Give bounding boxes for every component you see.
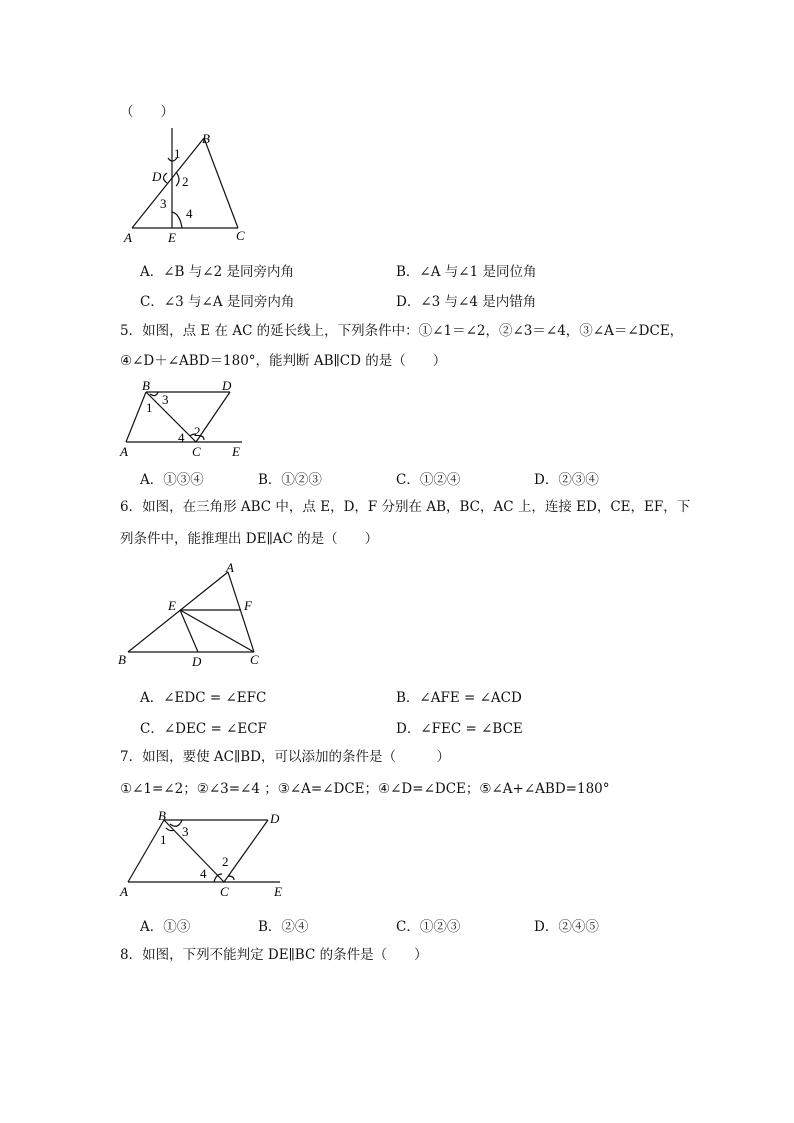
q4-option-d: D．∠3 与∠4 是内错角 (396, 294, 537, 310)
q7-angle-4: 4 (200, 866, 207, 881)
q8-stem-line1: 8．如图，下列不能判定 DE∥BC 的条件是（ ） (120, 947, 428, 963)
q6-option-b: B．∠AFE = ∠ACD (396, 690, 522, 706)
q7-stem-line1: 7．如图，要使 AC∥BD，可以添加的条件是（ ） (120, 749, 450, 765)
q6-label-A: A (226, 560, 234, 575)
q4-angle-2: 2 (182, 174, 189, 189)
q7-option-b: B．②④ (258, 919, 309, 935)
q7-angle-2: 2 (222, 854, 229, 869)
q5-option-b: B．①②③ (258, 472, 322, 488)
q4-option-a: A．∠B 与∠2 是同旁内角 (140, 264, 294, 280)
q5-option-d: D．②③④ (534, 472, 599, 488)
q5-figure (120, 378, 250, 458)
q5-option-a: A．①③④ (140, 472, 204, 488)
q7-label-D: D (270, 811, 280, 826)
q5-angle-2: 2 (194, 424, 201, 439)
q5-stem-line2: ④∠D＋∠ABD＝180°，能判断 AB∥CD 的是（ ） (120, 353, 447, 369)
q4-label-A: A (124, 230, 132, 245)
q5-angle-3: 3 (162, 392, 169, 407)
q4-answer-bracket: （ ） (120, 104, 174, 120)
q6-option-d: D．∠FEC = ∠BCE (396, 721, 523, 737)
q5-label-E: E (232, 444, 240, 459)
q6-label-D: D (192, 654, 202, 669)
q4-option-b: B．∠A 与∠1 是同位角 (396, 264, 537, 280)
q5-stem-line1: 5．如图，点 E 在 AC 的延长线上，下列条件中：①∠1＝∠2，②∠3＝∠4，③∠A＝∠DCE， (120, 323, 684, 339)
q6-label-C: C (250, 652, 259, 667)
q7-angle-3: 3 (182, 824, 189, 839)
q4-label-B: B (202, 131, 210, 146)
q6-label-B: B (118, 652, 126, 667)
q4-figure (124, 128, 254, 246)
q7-figure (118, 808, 288, 898)
q7-label-B: B (158, 808, 166, 823)
q6-label-F: F (244, 598, 252, 613)
q7-stem-line2: ①∠1=∠2；②∠3=∠4 ；③∠A=∠DCE；④∠D=∠DCE；⑤∠A+∠ABD=180° (120, 781, 610, 797)
q6-label-E: E (168, 598, 176, 613)
q5-label-B: B (142, 378, 150, 393)
q5-label-D: D (222, 378, 232, 393)
q4-label-C: C (236, 228, 245, 243)
q6-stem-line1: 6．如图，在三角形 ABC 中，点 E，D，F 分别在 AB，BC，AC 上，连接 ED，CE，EF，下 (120, 499, 691, 515)
q5-label-A: A (120, 444, 128, 459)
q5-option-c: C．①②④ (396, 472, 461, 488)
q7-angle-1: 1 (160, 832, 167, 847)
q4-angle-1: 1 (174, 146, 181, 161)
q7-option-c: C．①②③ (396, 919, 461, 935)
q7-label-A: A (120, 884, 128, 899)
q4-angle-3: 3 (160, 196, 167, 211)
q7-option-d: D．②④⑤ (534, 919, 599, 935)
q6-option-a: A．∠EDC = ∠EFC (140, 690, 267, 706)
q4-angle-4: 4 (186, 206, 193, 221)
q6-figure (118, 560, 268, 668)
q4-label-E: E (168, 230, 176, 245)
q6-stem-line2: 列条件中，能推理出 DE∥AC 的是（ ） (120, 531, 379, 547)
q4-label-D: D (152, 169, 162, 184)
q7-label-E: E (274, 884, 282, 899)
q5-angle-1: 1 (146, 400, 153, 415)
q7-label-C: C (220, 884, 229, 899)
q5-angle-4: 4 (178, 430, 185, 445)
q5-label-C: C (192, 444, 201, 459)
q6-option-c: C．∠DEC = ∠ECF (140, 721, 267, 737)
q4-option-c: C．∠3 与∠A 是同旁内角 (140, 294, 295, 310)
q7-option-a: A．①③ (140, 919, 191, 935)
